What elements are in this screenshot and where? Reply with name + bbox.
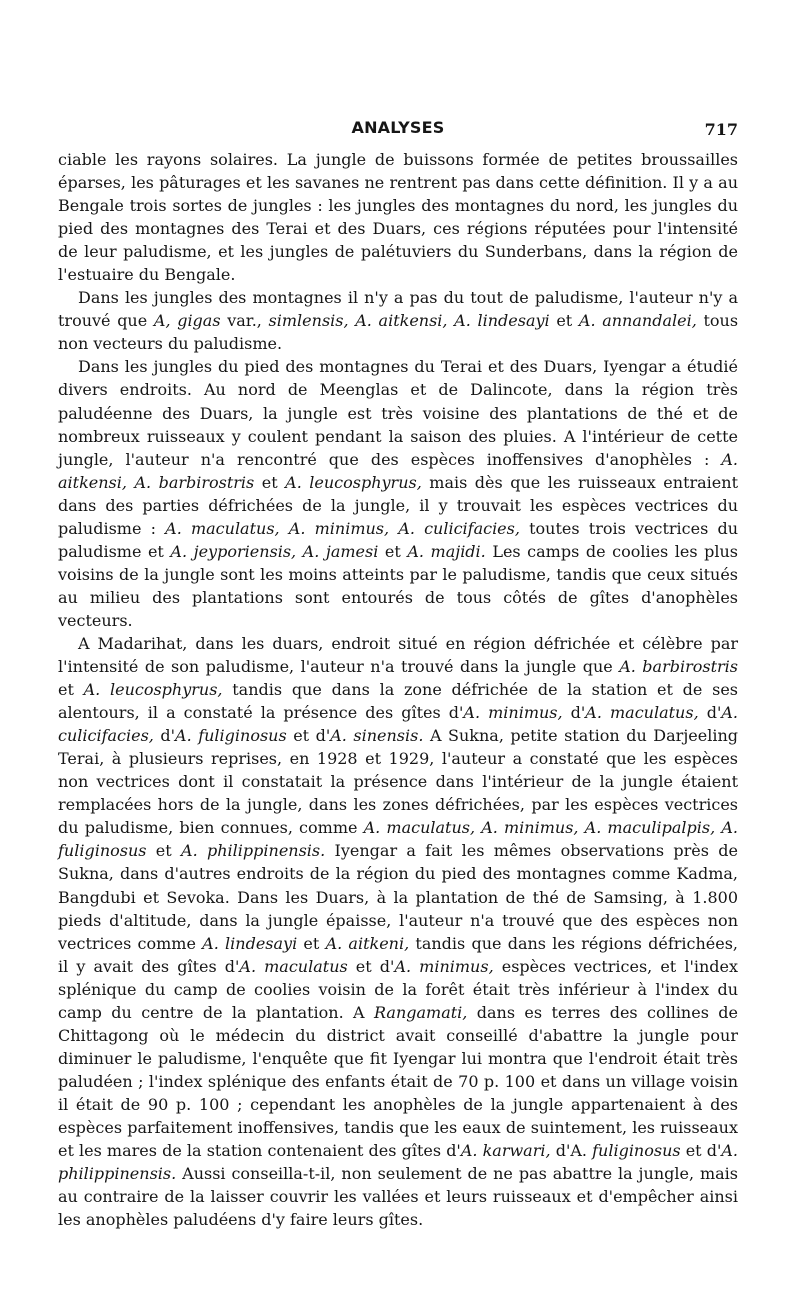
species-name: A. barbirostris [619, 657, 738, 677]
text-run: toutes trois vectrices du paludisme et [58, 518, 738, 561]
species-name: A. lindesayi [202, 933, 298, 953]
species-name: A. philippinensis. [181, 841, 326, 861]
species-name: A. aitkeni, [325, 933, 410, 953]
species-name: A, gigas [153, 311, 221, 331]
species-name: simlensis, A. aitkensi, A. lindesayi [268, 311, 550, 331]
species-name: A. fuliginosus [175, 726, 287, 746]
species-name: A. maculatus, [585, 703, 699, 723]
text-run: tandis que dans la zone défrichée de la station et de ses alentours, il a constaté la présence des gîtes d' [58, 680, 739, 723]
text-run: Aussi conseilla-t-il, non seulement de ne pas abattre la jungle, mais au contraire de la laisser couvrir les vallées et leurs ruisseaux et d'empêcher ainsi les anophèles paludéens d'y faire leurs gîtes. [58, 1164, 738, 1230]
paragraph [58, 286, 738, 355]
page-number: 717 [704, 120, 738, 139]
text-run: d' [562, 703, 586, 723]
page [58, 118, 738, 1231]
text-run: mais dès que les ruisseaux entraient dans des parties défrichées de la jungle, il y trouvait les espèces vectrices du paludisme : [58, 472, 739, 538]
text-run: et [549, 311, 579, 331]
text-run: et d' [680, 1141, 722, 1161]
paragraph [58, 632, 738, 1231]
text-run: dans es terres des collines de Chittagong où le médecin du district avait conseillé d'abattre la jungle pour diminuer le paludisme, l'enquête que fit Iyengar lui montra que l'endroit était très paludéen ; l'index splénique des enfants était de 70 p. 100 et dans un village voisin il était de 90 p. 100 ; cependant les anophèles de la jungle appartenaient à des espèces parfaitement inoffensives, tandis que les eaux de suintement, les ruisseaux et les mares de la station contenaient des gîtes d' [58, 1002, 738, 1161]
species-name: A. jeyporiensis, A. jamesi [170, 541, 379, 561]
species-name: A. maculatus, A. minimus, A. culicifacies, [165, 518, 520, 538]
text-run: Iyengar a fait les mêmes observations près de Sukna, dans d'autres endroits de la région du pied des montagnes comme Kadma, Bangdubi et Sevoka. Dans les Duars, à la plantation de thé de Samsing, à 1.800 pieds d'altitude, dans la jungle épaisse, l'auteur n'a trouvé que des espèces non vectrices comme [58, 841, 738, 953]
page-header [58, 118, 738, 148]
text-run: d' [698, 703, 722, 723]
text-run: espèces vectrices, et l'index splénique du camp de coolies voisin de la forêt était très inférieur à l'index du camp du centre de la plantation. A [58, 956, 738, 1022]
text-run: d' [153, 726, 176, 746]
paragraph [58, 148, 738, 286]
body-text [58, 148, 738, 1231]
text-run: Les camps de coolies les plus voisins de la jungle sont les moins atteints par le paludisme, tandis que ceux situés au milieu des plantations sont entourés de tous côtés de gîtes d'anophèles vecteurs. [58, 541, 739, 630]
text-run: var., [220, 311, 269, 331]
species-name: A. minimus, [394, 956, 494, 976]
species-name: A. maculatus, A. minimus, A. maculipalpis, A. fuliginosus [58, 818, 738, 861]
text-run: et d' [286, 726, 331, 746]
text-run: et d' [347, 956, 395, 976]
text-run: Dans les jungles des montagnes il n'y a pas du tout de paludisme, l'auteur n'y a trouvé que [58, 288, 738, 331]
species-name: A. minimus, [463, 703, 563, 723]
text-run: tandis que dans les régions défrichées, il y avait des gîtes d' [58, 933, 739, 976]
species-name: A. majidi. [407, 541, 486, 561]
species-name: A. leucosphyrus, [285, 472, 422, 492]
text-run: et [378, 541, 408, 561]
species-name: A. karwari, [460, 1141, 551, 1161]
species-name: fuliginosus [592, 1141, 681, 1161]
text-run: ciable les rayons solaires. La jungle de buissons formée de petites broussailles éparses, les pâturages et les savanes ne rentrent pas dans cette définition. Il y a au Bengale trois sortes de jungles : les jungles des montagnes du nord, les jungles du pied des montagnes des Terai et des Duars, ces régions réputées pour l'intensité de leur paludisme, et les jungles de palétuviers du Sunderbans, dans la région de l'estuaire du Bengale. [58, 150, 738, 285]
species-name: A. sinensis. [330, 726, 424, 746]
text-run: A Madarihat, dans les duars, endroit situé en région défrichée et célèbre par l'intensité de son paludisme, l'auteur n'a trouvé dans la jungle que [58, 633, 738, 677]
species-name: A. philippinensis. [58, 1141, 739, 1184]
text-run: Dans les jungles du pied des montagnes du Terai et des Duars, Iyengar a étudié divers endroits. Au nord de Meenglas et de Dalincote, dans la région très paludéenne des Duars, la jungle est très voisine des plantations de thé et de nombreux ruisseaux y coulent pendant la saison des pluies. A l'intérieur de cette jungle, l'auteur n'a rencontré que des espèces inoffensives d'anophèles : [58, 357, 738, 469]
text-run: tous non vecteurs du paludisme. [58, 311, 739, 354]
species-name: A. aitkensi, A. barbirostris [58, 449, 738, 492]
species-name: A. maculatus [239, 956, 348, 976]
text-run: d'A. [550, 1141, 593, 1161]
text-run: et [254, 472, 286, 492]
text-run: et [58, 680, 84, 700]
species-name: A. annandalei, [578, 311, 697, 331]
paragraph [58, 355, 738, 632]
species-name: Rangamati, [373, 1002, 468, 1022]
text-run: et [146, 841, 182, 861]
running-head: ANALYSES [351, 118, 445, 137]
species-name: A. leucosphyrus, [83, 680, 223, 700]
species-name: A. culicifacies, [58, 703, 739, 746]
text-run: et [297, 933, 326, 953]
text-run: A Sukna, petite station du Darjeeling Terai, à plusieurs reprises, en 1928 et 1929, l'auteur a constaté que les espèces non vectrices dont il constatait la présence dans l'intérieur de la jungle étaient remplacées hors de la jungle, dans les zones défrichées, par les espèces vectrices du paludisme, bien connues, comme [58, 726, 738, 838]
